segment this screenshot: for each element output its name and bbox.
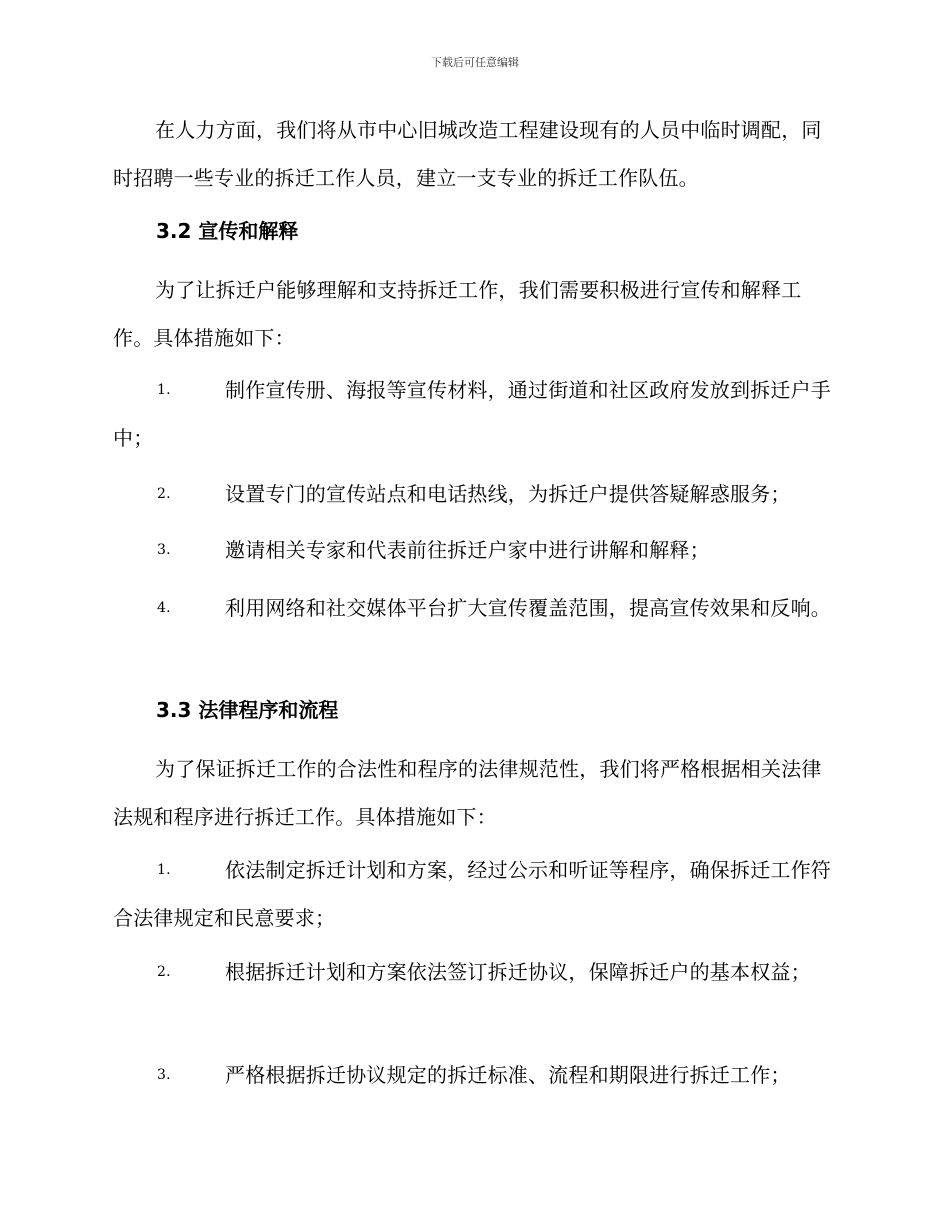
list-text: 严格根据拆迁协议规定的拆迁标准、流程和期限进行拆迁工作； [225, 1063, 791, 1087]
section-3-2-intro: 为了让拆迁户能够理解和支持拆迁工作，我们需要积极进行宣传和解释工作。具体措施如下： [113, 278, 802, 350]
list-item [113, 366, 835, 462]
list-number: 1. [157, 862, 171, 878]
list-number: 3. [157, 542, 171, 558]
section-heading-3-2: 3.2 宣传和解释 [156, 219, 299, 243]
list-item [113, 1051, 835, 1099]
list-item [113, 846, 835, 942]
list-number: 1. [157, 382, 171, 398]
list-item [113, 526, 835, 574]
section-heading-3-3: 3.3 法律程序和流程 [156, 698, 339, 722]
list-number: 2. [157, 964, 171, 980]
list-text: 邀请相关专家和代表前往拆迁户家中进行讲解和解释； [225, 538, 710, 562]
list-text: 根据拆迁计划和方案依法签订拆迁协议，保障拆迁户的基本权益； [225, 960, 811, 984]
list-number: 2. [157, 486, 171, 502]
list-text: 制作宣传册、海报等宣传材料，通过街道和社区政府发放到拆迁户手中； [113, 378, 831, 450]
page-header: 下载后可任意编辑 [431, 56, 519, 69]
list-number: 4. [157, 600, 171, 616]
list-item [113, 948, 835, 996]
list-text: 依法制定拆迁计划和方案，经过公示和听证等程序，确保拆迁工作符合法律规定和民意要求； [113, 858, 831, 930]
list-item [113, 470, 835, 518]
list-text: 设置专门的宣传站点和电话热线，为拆迁户提供答疑解惑服务； [225, 482, 791, 506]
list-number: 3. [157, 1067, 171, 1083]
list-text: 利用网络和社交媒体平台扩大宣传覆盖范围，提高宣传效果和反响。 [225, 596, 831, 620]
paragraph-manpower: 在人力方面，我们将从市中心旧城改造工程建设现有的人员中临时调配，同时招聘一些专业的拆迁工作人员，建立一支专业的拆迁工作队伍。 [113, 118, 822, 190]
section-3-3-intro: 为了保证拆迁工作的合法性和程序的法律规范性，我们将严格根据相关法律法规和程序进行拆迁工作。具体措施如下： [113, 757, 822, 829]
list-item [113, 584, 835, 632]
